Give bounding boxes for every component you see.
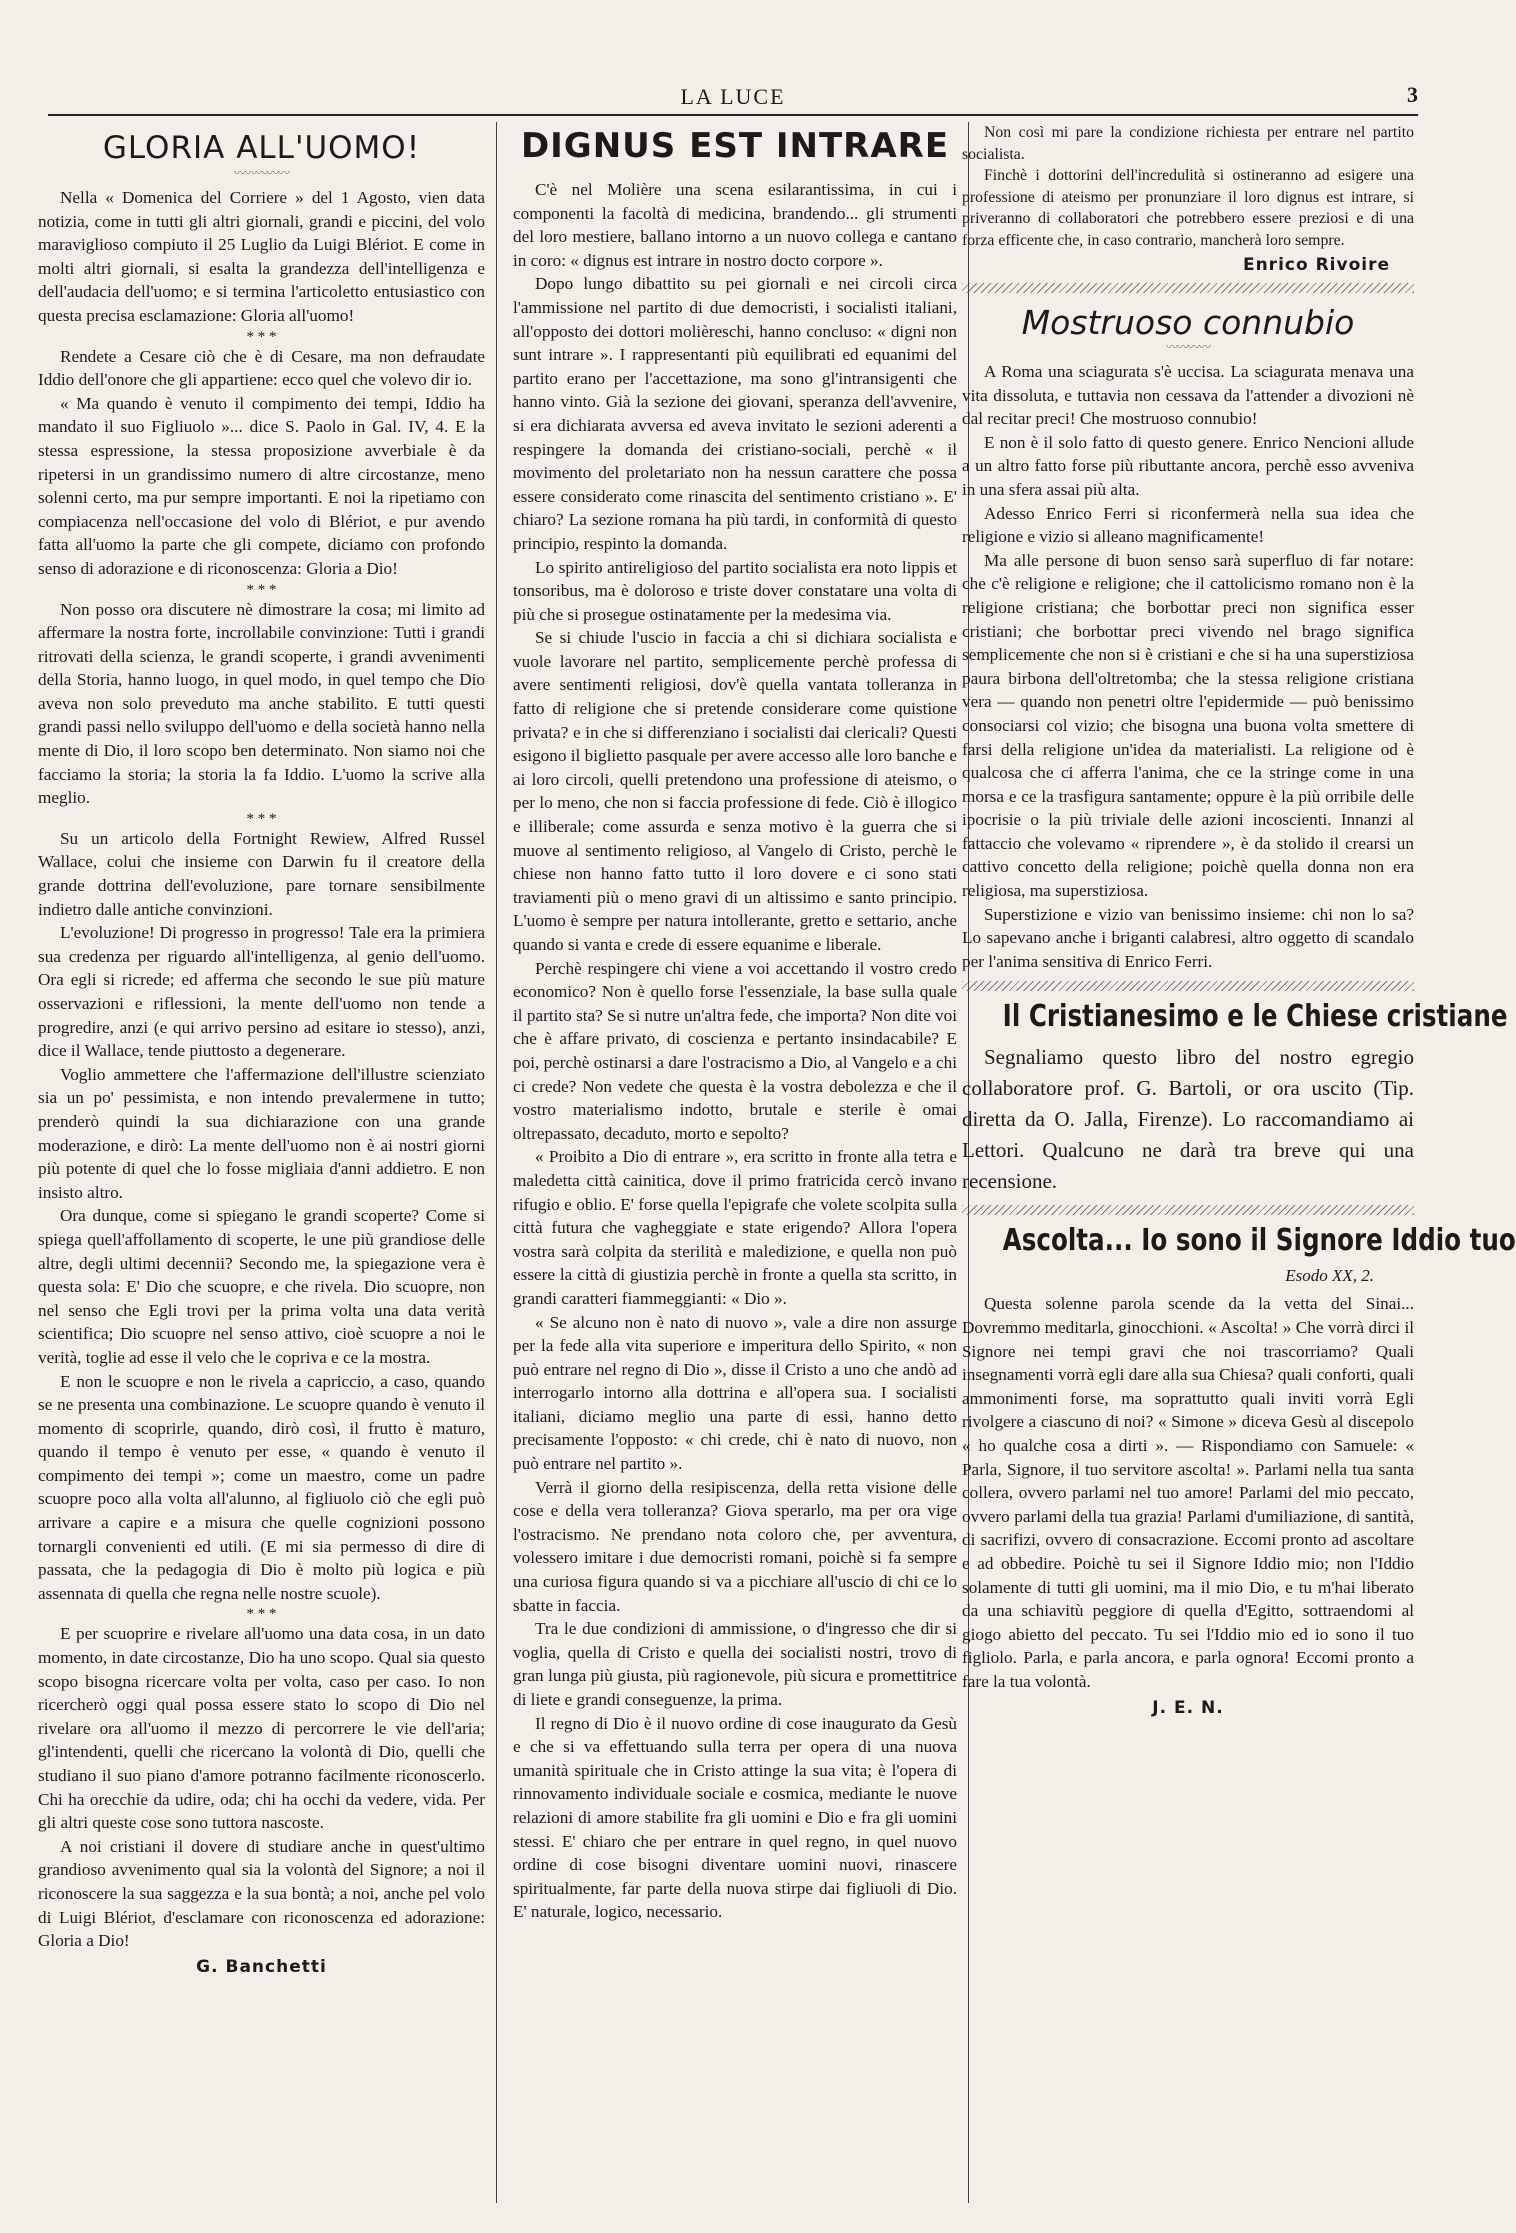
newspaper-title: LA LUCE — [680, 84, 786, 109]
paragraph: C'è nel Molière una scena esilarantissima, in cui i componenti la facoltà di medicina, brandendo... gli strumenti del loro mestiere, ballano intorno a un nuovo collega e cantano in coro: « dignus est intrare in nostro docto corpore ». — [513, 180, 957, 270]
paragraph: Rendete a Cesare ciò che è di Cesare, ma non defraudate Iddio dell'onore che gli appartiene: ecco quel che volevo dir io. — [38, 346, 485, 390]
page-number: 3 — [1407, 82, 1418, 107]
paragraph: E non le scuopre e non le rivela a capriccio, a caso, quando se ne presenta una combinazione. Le scuopre quando è venuto il momento di scoprirle, quando, dirò così, il frutto è maturo, quando il tempo è venuto per esse, « quando è venuto il compimento dei tempi »; come un maestro, come un padre scuopre poco alla volta all'alunno, al figliuolo ciò che egli può arrivare a capire e a misura che quelle cognizioni possono tornargli convenienti ed utili. (E mi sia permesso di dire di passata, che la pedagogia di Dio è molto più logica e più assennata di quella che regna nelle nostre scuole). — [38, 1371, 485, 1603]
paragraph: « Ma quando è venuto il compimento dei tempi, Iddio ha mandato il suo Figliuolo »... dice S. Paolo in Gal. IV, 4. E la stessa espressione, la stessa proposizione avverbiale è da ripetersi in un grandissimo numero di altre circostanze, meno solenni certo, ma pur sempre importanti. E noi la ripetiamo con compiacenza nell'occasione del volo di Blériot, e pur avendo fatta all'uomo la parte che gli compete, diciamo con profondo senso di adorazione e di riconoscenza: Gloria a Dio! — [38, 393, 485, 578]
column-middle — [513, 122, 957, 2213]
section-stars: * * * — [246, 328, 277, 345]
epigraph: Esodo XX, 2. — [1285, 1266, 1374, 1286]
section-stars: * * * — [246, 810, 277, 827]
paragraph: Non così mi pare la condizione richiesta per entrare nel partito socialista. — [962, 124, 1414, 163]
paragraph: Su un articolo della Fortnight Rewiew, Alfred Russel Wallace, colui che insieme con Darwin fu il creatore della grande dottrina dell'evoluzione, pare tornare sensibilmente indietro dalle antiche convinzioni. — [38, 828, 485, 919]
article-title-dignus: DIGNUS EST INTRARE — [520, 126, 950, 166]
author-signature: Enrico Rivoire — [1242, 255, 1390, 275]
paragraph: Dopo lungo dibattito su pei giornali e nei circoli circa l'ammissione nel partito di due democristi, i socialisti italiani, all'opposto dei dottori molièreschi, hanno concluso: « digni non sunt intrare ». I rappresentanti più equilibrati ed equanimi del partito erano per l'accettazione, ma sono gl'intransigenti che hanno vinto. Già la sezione dei giovani, speranza dell'avvenire, si era dichiarata avversa ed aveva invitato le sezioni aderenti a respingere la domanda dei cristiano-sociali, perchè « il movimento del proletariato non ha nessun carattere che possa essere considerato come rinascita del sentimento cristiano ». E' chiaro? La sezione romana ha più tardi, in conformità di questo principio, respinto la domanda. — [513, 274, 957, 553]
paragraph: Questa solenne parola scende da la vetta del Sinai... Dovremmo meditarla, ginocchioni. « Ascolta! » Che vorrà dirci il Signore nei tempi gravi che noi trascorriamo? Quali insegnamenti vorrà egli dare alla sua Chiesa? quali conforti, quali ammonimenti forse, ma soprattutto quali inviti vorrà Egli rivolgere a ciascuno di noi? « Simone » diceva Gesù al discepolo « ho qualche cosa a dirti ». — Rispondiamo con Samuele: « Parla, Signore, il tuo servitore ascolta! ». Parlami nella tua santa collera, ovvero parlami nel tuo amore! Parlami del mio peccato, ovvero parlami della tua grazia! Parlami d'umiliazione, di santità, di sacrifizi, ovvero di consacrazione. Eccomi pronto ad ascoltare e ad obbedire. Poichè tu sei il Signore Iddio mio; non l'Iddio solamente di tutti gli uomini, ma il mio Dio, e tu m'hai liberato da una schiavitù peggiore di quella d'Egitto, sottraendomi al giogo abietto del peccato. Tu sei l'Iddio mio ed io sono il tuo figliolo. Parla, e parla ancora, e parla ognora! Eccomi pronto a fare la tua volontà. — [962, 1294, 1414, 1691]
paragraph: « Se alcuno non è nato di nuovo », vale a dire non assurge per la fede alla vita superiore e imperitura dello Spirito, « non può entrare nel regno di Dio », disse il Cristo a uno che andò ad interrogarlo intorno alla dottrina e all'opera sua. I socialisti italiani, diciamo meglio una parte di essi, hanno detto precisamente l'opposto: « chi crede, chi è nato di nuovo, non può entrare nel partito ». — [513, 1312, 957, 1474]
paragraph: A Roma una sciagurata s'è uccisa. La sciagurata menava una vita dissoluta, e tuttavia non cessava da l'attender a divozioni nè dal recitar preci! Che mostruoso connubio! — [962, 362, 1414, 429]
author-signature: G. Banchetti — [196, 1956, 327, 1977]
paragraph: Adesso Enrico Ferri si riconfermerà nella sua idea che religione e vizio si alleano magnificamente! — [962, 503, 1414, 547]
paragraph: Il regno di Dio è il nuovo ordine di cose inaugurato da Gesù e che si va effettuando sulla terra per opera di una nuova umanità spirituale che in Cristo attinge la sua vita; è l'opera di rinnovamento individuale sociale e cosmica, mediante le nuove relazioni di amore stabilite fra gli uomini e Dio e fra gli uomini stessi. E' chiaro che per entrare in quel regno, in quel nuovo ordine di cose bisogni diventare uomini nuovi, rinascere spiritualmente, far parte della nuova stirpe dai figliuoli di Dio. E' naturale, logico, necessario. — [513, 1713, 957, 1922]
paragraph: E per scuoprire e rivelare all'uomo una data cosa, in un dato momento, in date circostanze, Dio ha uno scopo. Qual sia questo scopo bisogna ricercare volta per volta, caso per caso. Io non ricercherò oggi qual possa essere stato lo scopo di Dio nel rivelare ora all'uomo il mezzo di percorrere le vie dell'aria; gl'intendenti, quelli che ricercano la volontà di Dio, quelli che studiano il suo piano d'amore potranno facilmente riconoscerlo. Chi ha orecchie da udire, oda; chi ha occhi da vedere, vida. Per gli altri queste cose sono tuttora nascoste. — [38, 1624, 485, 1833]
paragraph: Ma alle persone di buon senso sarà superfluo di far notare: che c'è religione e religione; che il cattolicismo romano non è la religione cristiana; che borbottar preci non significa esser cristiani; che borbottar preci vivendo nel brago significa semplicemente che non si è cristiani e che si ha una superstiziosa paura birbona dell'oltretomba; che la stessa religione cristiana vera — quando non penetri oltre l'epidermide — può benissimo consociarsi col vizio; che bisogna una buona volta smettere di farsi della religione un'idea da materialisti. La religione od è qualcosa che ci afferra l'anima, che ce la stringe come in una morsa e ce la trasfigura santamente; oppure è la più orribile delle ipocrisie o la più triviale delle azioni incoscienti. Innanzi al fattaccio che volevamo « riprendere », è da stolido il crearsi un cattivo concetto della religione; poichè quella donna non era religiosa, ma superstiziosa. — [962, 550, 1414, 901]
section-separator — [962, 1205, 1414, 1215]
paragraph: L'evoluzione! Di progresso in progresso! Tale era la primiera sua credenza per riguardo all'intelligenza, al genio dell'uomo. Ora egli si ricrede; ed afferma che secondo le sue più mature osservazioni e riflessioni, la mente dell'uomo non tende a progredire, anzi (e qui arrivo persino ad esitare io stesso), anzi, dice il Wallace, tende piuttosto a degenerare. — [38, 923, 485, 1061]
section-stars: * * * — [246, 581, 277, 598]
paragraph: A noi cristiani il dovere di studiare anche in quest'ultimo grandioso avvenimento qual sia la volontà del Signore; a noi il riconoscere la sua saggezza e la sua bontà; a noi, anche pel volo di Luigi Blériot, d'esclamare con riconoscenza ed adorazione: Gloria a Dio! — [38, 1836, 485, 1951]
column-right — [962, 122, 1516, 2213]
article-title-cristianesimo: Il Cristianesimo e le Chiese cristiane — [1002, 999, 1508, 1035]
paragraph: Superstizione e vizio van benissimo insieme: chi non lo sa? Lo sapevano anche i briganti calabresi, altro oggetto di scandalo per l'anima sensitiva di Enrico Ferri. — [962, 904, 1414, 971]
section-stars: * * * — [246, 1606, 277, 1623]
paragraph: Non posso ora discutere nè dimostrare la cosa; mi limito ad affermare la nostra forte, incrollabile convinzione: Tutti i grandi ritrovati della scienza, le grandi scoperte, i grandi avvenimenti della Storia, hanno luogo, in quel modo, in quel tempo che Dio aveva non solo preveduto ma anche stabilito. E tutti questi grandi passi nello sviluppo dell'uomo e della società hanno nella mente di Dio, il loro scopo ben determinato. Non siamo noi che facciamo la storia; la storia la fa Iddio. L'uomo la scrive alla meglio. — [38, 599, 485, 808]
paragraph: Perchè respingere chi viene a voi accettando il vostro credo economico? Non è quello forse l'essenziale, la base sulla quale il partito sta? Se si nutre un'altra fede, che importa? Non dite voi che è affare privato, di coscienza e pertanto insindacabile? E poi, perchè ostinarsi a dare l'ostracismo a Dio, al Vangelo e a chi ci crede? Non vedete che questa è la vostra debolezza e che il vostro materialismo indotto, brutale e sterile è omai oltrepassato, decaduto, morto e sepolto? — [513, 958, 957, 1143]
article-title-connubio: Mostruoso connubio — [1021, 303, 1355, 342]
paragraph: Tra le due condizioni di ammissione, o d'ingresso che dir si voglia, quella di Cristo e quella dei socialisti nostri, trovo di gran lunga più giusta, più ragionevole, più sicura e promettitrice di liete e grandi conseguenze, la prima. — [513, 1619, 957, 1709]
column-left — [38, 122, 485, 2213]
paragraph: Se si chiude l'uscio in faccia a chi si dichiara socialista e vuole lavorare nel partito, semplicemente perchè professa di avere sentimenti religiosi, dov'è quella vantata tolleranza in fatto di religione che si pretende considerare come quistione privata? e in che si differenziano i socialisti dai clericali? Questi esigono il biglietto pasquale per avere accesso alle loro banche e ai loro circoli, quelli pretendono una professione di ateismo, o per lo meno, che non si faccia professione di fede. Ciò è illogico e illiberale; come assurda e senza motivo è la guerra che si muove al sentimento religioso, al Vangelo di Cristo, perchè le chiese non hanno fatto tutto il loro dovere e ci sono stati traviamenti più o meno gravi di un altissimo e santo principio. L'uomo è sempre per natura intollerante, gretto e settario, anche quando si vanta e crede di essere equanime e liberale. — [513, 628, 957, 954]
paragraph: Segnaliamo questo libro del nostro egregio collaboratore prof. G. Bartoli, or ora uscito (Tip. diretta da O. Jalla, Firenze). Lo raccomandiamo ai Lettori. Qualcuno ne darà tra breve qui una recensione. — [962, 1045, 1414, 1194]
paragraph: Finchè i dottorini dell'incredulità si ostineranno ad esigere una professione di ateismo per pronunziare il loro dignus est intrare, si priveranno di collaboratori che potrebbero essere preziosi e di una forza efficente che, in caso contrario, mancherà loro sempre. — [962, 167, 1414, 249]
paragraph: Verrà il giorno della resipiscenza, della retta visione delle cose e della vera tolleranza? Giova sperarlo, ma per ora vige l'ostracismo. Ne prendano nota coloro che, per avventura, volessero imitare i due democristi romani, poichè si fa sempre una curiosa figura quando si va a picchiare all'uscio di chi ce lo sbatte in faccia. — [513, 1477, 957, 1615]
section-separator — [962, 283, 1414, 293]
paragraph: E non è il solo fatto di questo genere. Enrico Nencioni allude a un altro fatto forse più ributtante ancora, perchè esso avveniva in una sfera assai più alta. — [962, 432, 1414, 499]
paragraph: Voglio ammettere che l'affermazione dell'illustre scienziato sia un po' pessimista, e non intendo prevalermene in tutto; prenderò quindi la sua dichiarazione con una grande moderazione, e dirò: La mente dell'uomo non è ai nostri giorni più potente di quel che lo fosse migliaia d'anni addietro. E non insisto altro. — [38, 1064, 485, 1202]
article-title-gloria: GLORIA ALL'UOMO! — [102, 130, 421, 166]
column-divider — [496, 122, 497, 2203]
article-title-ascolta: Ascolta... Io sono il Signore Iddio tuo — [1002, 1223, 1516, 1259]
paragraph: Nella « Domenica del Corriere » del 1 Agosto, vien data notizia, come in tutti gli altri giornali, grandi e piccini, del volo maraviglioso compiuto il 25 Luglio da Luigi Blériot. E come in molti altri giornali, si esalta la grandezza dell'intelligenza e dell'audacia dell'uomo; e si termina l'articoletto entusiastico con questa precisa esclamazione: Gloria all'uomo! — [38, 188, 485, 325]
title-ornament: 〰〰〰〰〰 — [233, 166, 289, 180]
author-signature: J. E. N. — [1152, 1697, 1224, 1718]
paragraph: Lo spirito antireligioso del partito socialista era noto lippis et tonsoribus, ma è doloroso e triste dover constatare una volta di più che si prosegue ostinatamente per la medesima via. — [513, 557, 957, 624]
paragraph: « Proibito a Dio di entrare », era scritto in fronte alla tetra e maledetta città cainitica, dove il primo fratricida cercò invano rifugio e oblio. E' forse quella l'epigrafe che volete scolpita sulla città futura che vagheggiate e state erigendo? Allora l'opera vostra sarà colpita da sterilità e maledizione, e quella non può essere la città di giustizia perchè in fronte a quella sta scritto, in grandi caratteri fiammeggianti: « Dio ». — [513, 1147, 957, 1308]
title-ornament: 〰〰〰〰 — [1165, 340, 1210, 354]
paragraph: Ora dunque, come si spiegano le grandi scoperte? Come si spiega quell'affollamento di scoperte, le une più grandiose delle altre, degli ultimi decennii? Secondo me, la spiegazione vera è questa sola: E' Dio che scuopre, e che rivela. Dio scuopre, non nel senso che Egli trovi per la prima volta una data verità scientifica; Dio scuopre nel senso attivo, cioè scuopre a noi le verità, toglie ad esse il velo che le copriva e ce la mostra. — [38, 1206, 485, 1367]
section-separator — [962, 981, 1414, 991]
masthead — [48, 80, 1418, 116]
